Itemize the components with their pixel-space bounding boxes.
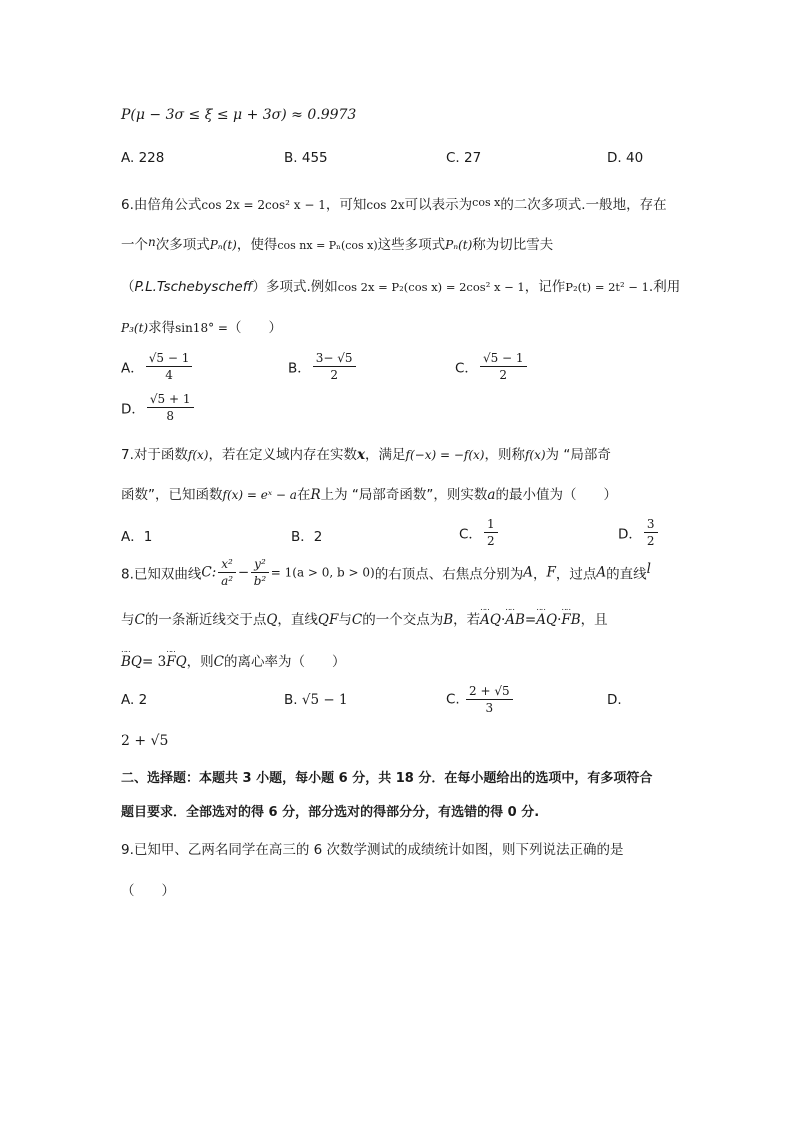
q6-line-2: 一个n次多项式Pₙ(t)，使得cos nx = Pₙ(cos x)这些多项式Pₙ(t)称为切比雪夫: [121, 235, 554, 253]
q7-line-1: 7.对于函数f(x)，若在定义域内存在实数x，满足f(−x) = −f(x)，则称f(x)为 “局部奇: [121, 447, 611, 463]
q6-line-1: 6.由倍角公式cos 2x = 2cos² x − 1，可知cos 2x可以表示为$^{cos x}$的二次多项式.一般地，存在: [121, 196, 667, 213]
section-2-heading-line-1: 二、选择题：本题共 3 小题，每小题 6 分，共 18 分．在每小题给出的选项中，有多项符合: [121, 771, 653, 786]
q8-line-1: 8.已知双曲线C: $\frac{\text{x²}}{\text{a²}}$ − $\frac{\text{y²}}{\text{b²}}$ = 1(a > 0, b > 0)的右顶点、右焦点分别为A，F，过点A的直线l: [121, 557, 651, 588]
q8-option-d[interactable]: D.: [607, 692, 622, 708]
q6-option-c[interactable]: C． $\frac{√5 - 1}{2}$: [455, 350, 529, 383]
q8-option-c[interactable]: C. $\frac{2 + √5}{3}$: [446, 683, 515, 716]
q8-option-b[interactable]: B. √5 − 1: [284, 692, 348, 708]
q5-option-c[interactable]: C. 27: [446, 150, 482, 166]
q5-option-a[interactable]: A. 228: [121, 150, 165, 166]
q7-line-2: 函数”，已知函数f(x) = eˣ − a在R上为 “局部奇函数”，则实数a的最小值为（ ）: [121, 487, 617, 503]
q8-option-a[interactable]: A. 2: [121, 692, 148, 708]
q6-option-a[interactable]: A． $\frac{√5 - 1}{4}$: [121, 350, 194, 383]
probability-formula: P(μ − 3σ ≤ ξ ≤ μ + 3σ) ≈ 0.9973: [121, 107, 357, 123]
q6-line-3: （P.L.Tschebyscheff）多项式.例如cos 2x = P₂(cos x) = 2cos² x − 1，记作P₂(t) = 2t² − 1.利用: [121, 279, 681, 295]
q8-line-2: 与C的一条渐近线交于点Q，直线QF与C的一个交点为B，若‥‥ AQ·‥‥ AB=‥‥ AQ·‥‥ FB，且: [121, 608, 608, 628]
q9-stem: 9.已知甲、乙两名同学在高三的 6 次数学测试的成绩统计如图，则下列说法正确的是: [121, 842, 624, 858]
q7-option-b[interactable]: B．2: [291, 529, 323, 545]
q8-line-3: ‥‥ BQ= 3‥‥ FQ，则C的离心率为（ ）: [121, 650, 345, 670]
q7-option-a[interactable]: A．1: [121, 529, 153, 545]
section-2-heading-line-2: 题目要求．全部选对的得 6 分，部分选对的得部分分，有选错的得 0 分.: [121, 805, 540, 820]
q5-option-d[interactable]: D. 40: [607, 150, 644, 166]
q6-option-d[interactable]: D． $\frac{√5 + 1}{8}$: [121, 391, 196, 424]
q5-option-b[interactable]: B. 455: [284, 150, 328, 166]
q7-option-d[interactable]: D． $\frac{3}{2}$: [618, 516, 660, 549]
q8-option-d-value: 2 + √5: [121, 733, 169, 749]
q6-option-b[interactable]: B． $\frac{3- √5}{2}$: [288, 350, 358, 383]
q6-line-4: P₃(t)求得sin18° =（ ）: [121, 320, 282, 336]
q9-answer-bracket: （ ）: [121, 883, 175, 899]
q7-option-c[interactable]: C． $\frac{1}{2}$: [459, 516, 500, 549]
